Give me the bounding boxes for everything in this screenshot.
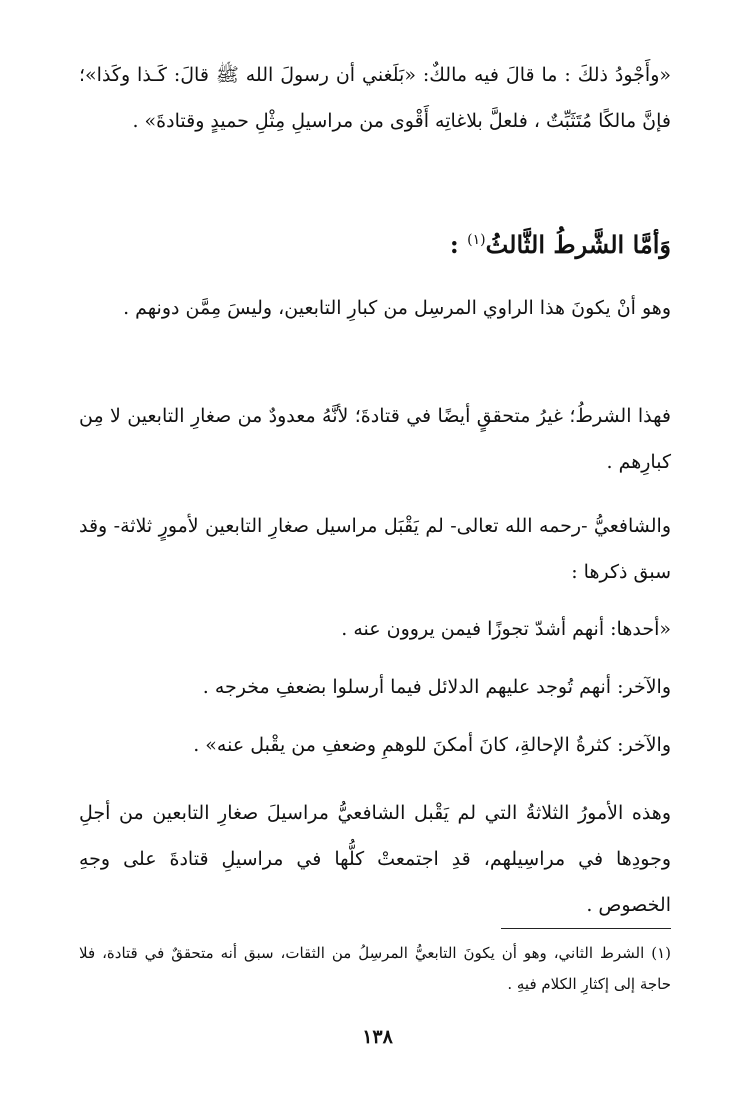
paragraph-text: «وأَجْودُ ذلكَ : ما قالَ فيه مالكٌ: «بَلَغني أن رسولَ الله ﷺ قالَ: كَـذا وكَذا»؛ فإنَّ مالكًا مُتَثَبِّتٌ ، فلعلَّ بلاغاتِه أَقْوى من مراسيلِ مِثْلِ حميدٍ وقتادةَ» . [79, 64, 671, 132]
list-item-third: والآخر: كثرةُ الإحالةِ، كانَ أمكنَ للوهمِ وضعفِ من يقْبل عنه» . [193, 734, 671, 756]
paragraph-quote-malik [79, 52, 671, 144]
list-item-first: «أحدها: أنهم أشدّ تجوزًا فيمن يروون عنه . [341, 618, 671, 640]
heading-text: وَأمَّا الشَّرطُ الثَّالثُ [485, 230, 671, 259]
paragraph-qatada [79, 393, 671, 485]
heading-colon: : [449, 230, 459, 259]
paragraph-text: فهذا الشرطُ؛ غيرُ متحققٍ أيضًا في قتادةَ؛ لأنَّهُ معدودٌ من صغارِ التابعين لا مِن كبارِهم . [79, 405, 671, 473]
footnote [79, 938, 671, 1000]
page-number: ١٣٨ [362, 1026, 393, 1048]
paragraph-text: وهذه الأمورُ الثلاثةُ التي لم يَقْبل الشافعيُّ مراسيلَ صغارِ التابعين من أجلِ وجودِها في مراسِيلهم، قدِ اجتمعتْ كلُّها في مراسيلِ قتادةَ على وجهِ الخصوص . [79, 802, 671, 916]
section-heading [79, 212, 671, 273]
paragraph-condition [79, 285, 671, 331]
paragraph-shafii [79, 503, 671, 595]
paragraph-conclusion [79, 790, 671, 928]
list-item-second: والآخر: أنهم تُوجد عليهم الدلائل فيما أرسلوا بضعفِ مخرجه . [202, 676, 671, 698]
footnote-text: (١) الشرط الثاني، وهو أن يكونَ التابعيُّ المرسِلُ من الثقات، سبق أنه متحققٌ في قتادة، فلا حاجة إلى إكثارِ الكلام فيهِ . [79, 944, 671, 993]
paragraph-text: والشافعيُّ -رحمه الله تعالى- لم يَقْبَل مراسيل صغارِ التابعين لأمورٍ ثلاثة- وقد سبق ذكرها : [79, 515, 671, 583]
footnote-divider [501, 928, 671, 929]
footnote-reference[interactable]: (١) [467, 232, 486, 248]
paragraph-text: وهو أنْ يكونَ هذا الراوي المرسِل من كبارِ التابعين، وليسَ مِمَّن دونهم . [123, 297, 671, 319]
